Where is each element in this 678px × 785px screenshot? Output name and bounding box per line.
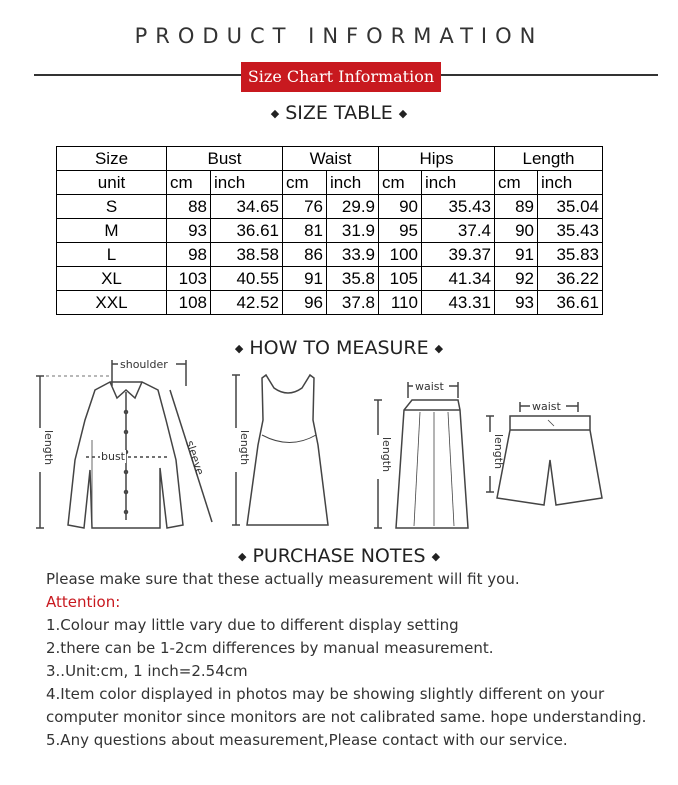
- note-item: 1.Colour may little vary due to different display setting: [46, 616, 459, 634]
- size-chart-badge: Size Chart Information: [241, 62, 441, 92]
- size-table-heading-text: SIZE TABLE: [285, 102, 393, 124]
- bust-inch-cell: 42.52: [211, 291, 283, 315]
- skirt-waist-label: waist: [415, 380, 444, 393]
- hips-cm-cell: 100: [379, 243, 422, 267]
- note-item: 2.there can be 1-2cm differences by manual measurement.: [46, 639, 494, 657]
- dress-length-label: length: [238, 430, 251, 466]
- note-item: 5.Any questions about measurement,Please contact with our service.: [46, 731, 568, 749]
- unit-inch: inch: [211, 171, 283, 195]
- size-cell: S: [57, 195, 167, 219]
- bust-cm-cell: 103: [167, 267, 211, 291]
- skirt-length-label: length: [380, 437, 393, 473]
- table-row: [57, 291, 603, 315]
- diamond-icon: ◆: [431, 550, 441, 563]
- note-item: computer monitor since monitors are not calibrated same. hope understanding.: [46, 708, 647, 726]
- header-size: Size: [57, 147, 167, 171]
- note-item: 4.Item color displayed in photos may be showing slightly different on your: [46, 685, 605, 703]
- hips-cm-cell: 90: [379, 195, 422, 219]
- waist-cm-cell: 91: [283, 267, 327, 291]
- shirt-length-label: length: [42, 430, 55, 466]
- unit-cm: cm: [283, 171, 327, 195]
- diamond-icon: ◆: [398, 107, 408, 120]
- hips-cm-cell: 110: [379, 291, 422, 315]
- bust-inch-cell: 36.61: [211, 219, 283, 243]
- length-inch-cell: 36.61: [538, 291, 603, 315]
- waist-inch-cell: 33.9: [327, 243, 379, 267]
- size-cell: L: [57, 243, 167, 267]
- hips-inch-cell: 35.43: [422, 195, 495, 219]
- unit-cm: cm: [167, 171, 211, 195]
- diamond-icon: ◆: [237, 550, 247, 563]
- note-item: 3..Unit:cm, 1 inch=2.54cm: [46, 662, 248, 680]
- unit-cm: cm: [495, 171, 538, 195]
- hips-cm-cell: 95: [379, 219, 422, 243]
- waist-inch-cell: 37.8: [327, 291, 379, 315]
- table-row: [57, 243, 603, 267]
- shorts-length-label: length: [492, 434, 505, 470]
- bust-label: bust: [101, 450, 125, 463]
- sleeve-label: sleeve: [183, 438, 207, 477]
- waist-inch-cell: 35.8: [327, 267, 379, 291]
- unit-cm: cm: [379, 171, 422, 195]
- waist-cm-cell: 96: [283, 291, 327, 315]
- length-cm-cell: 90: [495, 219, 538, 243]
- length-cm-cell: 91: [495, 243, 538, 267]
- length-cm-cell: 89: [495, 195, 538, 219]
- page-title: PRODUCT INFORMATION: [134, 24, 544, 48]
- bust-inch-cell: 40.55: [211, 267, 283, 291]
- bust-cm-cell: 98: [167, 243, 211, 267]
- table-header-row: [57, 147, 603, 171]
- length-inch-cell: 35.04: [538, 195, 603, 219]
- header-hips: Hips: [379, 147, 495, 171]
- measure-heading-text: HOW TO MEASURE: [249, 337, 429, 359]
- hips-inch-cell: 41.34: [422, 267, 495, 291]
- length-cm-cell: 92: [495, 267, 538, 291]
- size-cell: M: [57, 219, 167, 243]
- unit-inch: inch: [327, 171, 379, 195]
- bust-cm-cell: 108: [167, 291, 211, 315]
- table-row: [57, 267, 603, 291]
- bust-inch-cell: 38.58: [211, 243, 283, 267]
- size-table-heading: [0, 102, 678, 124]
- length-inch-cell: 35.43: [538, 219, 603, 243]
- shoulder-label: shoulder: [120, 358, 168, 371]
- unit-inch: inch: [422, 171, 495, 195]
- header-length: Length: [495, 147, 603, 171]
- table-row: [57, 219, 603, 243]
- diamond-icon: ◆: [270, 107, 280, 120]
- waist-cm-cell: 86: [283, 243, 327, 267]
- notes-heading: [0, 545, 678, 567]
- length-inch-cell: 35.83: [538, 243, 603, 267]
- length-cm-cell: 93: [495, 291, 538, 315]
- diamond-icon: ◆: [234, 342, 244, 355]
- waist-inch-cell: 29.9: [327, 195, 379, 219]
- unit-inch: inch: [538, 171, 603, 195]
- unit-label: unit: [57, 171, 167, 195]
- bust-inch-cell: 34.65: [211, 195, 283, 219]
- attention-label: Attention:: [46, 593, 121, 611]
- length-inch-cell: 36.22: [538, 267, 603, 291]
- notes-intro: Please make sure that these actually measurement will fit you.: [46, 570, 520, 588]
- waist-cm-cell: 76: [283, 195, 327, 219]
- hips-inch-cell: 39.37: [422, 243, 495, 267]
- size-table: [56, 146, 603, 315]
- hips-inch-cell: 43.31: [422, 291, 495, 315]
- header-waist: Waist: [283, 147, 379, 171]
- bust-cm-cell: 88: [167, 195, 211, 219]
- table-row: [57, 195, 603, 219]
- waist-cm-cell: 81: [283, 219, 327, 243]
- size-cell: XL: [57, 267, 167, 291]
- bust-cm-cell: 93: [167, 219, 211, 243]
- waist-inch-cell: 31.9: [327, 219, 379, 243]
- header-bust: Bust: [167, 147, 283, 171]
- diamond-icon: ◆: [434, 342, 444, 355]
- hips-inch-cell: 37.4: [422, 219, 495, 243]
- table-unit-row: [57, 171, 603, 195]
- notes-heading-text: PURCHASE NOTES: [252, 545, 426, 567]
- measure-diagram: [0, 350, 678, 540]
- size-cell: XXL: [57, 291, 167, 315]
- shorts-waist-label: waist: [532, 400, 561, 413]
- hips-cm-cell: 105: [379, 267, 422, 291]
